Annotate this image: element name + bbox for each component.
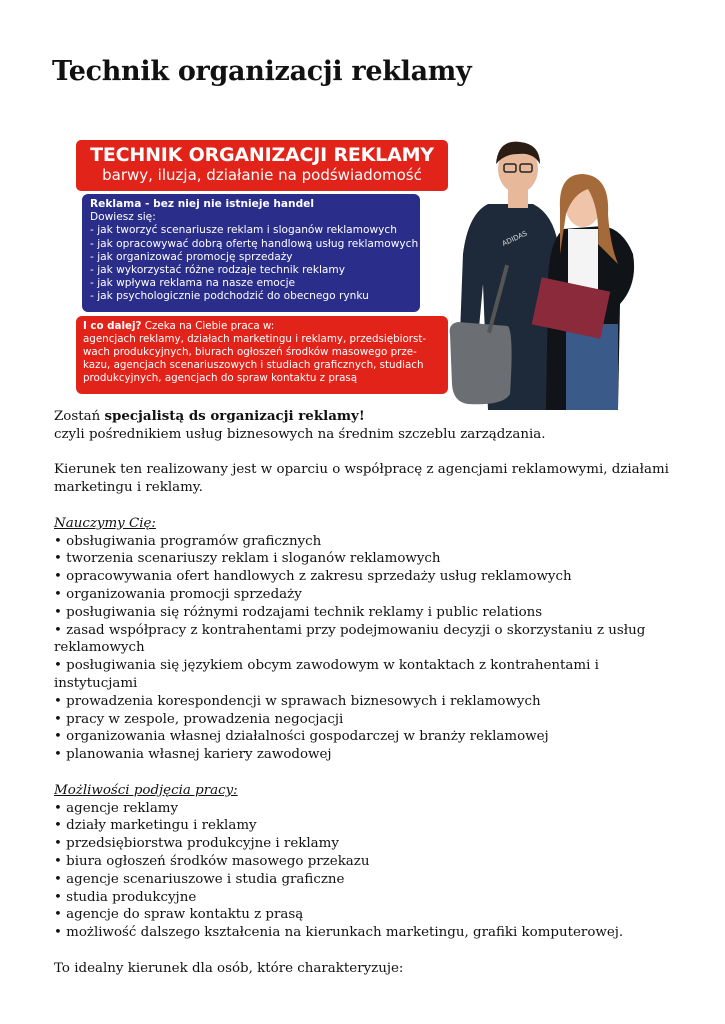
career-line: produkcyjnych, agencjach do spraw kontaktu z prasą — [83, 372, 358, 384]
intro-line2: czyli pośrednikiem usług biznesowych na średnim szczeblu zarządzania. — [54, 426, 546, 442]
list-item: • pracy w zespole, prowadzenia negocjacji — [54, 711, 674, 729]
intro-line1 — [54, 408, 674, 426]
jobs-heading: Możliwości podjęcia pracy: — [54, 782, 238, 798]
intro-prefix: Zostań — [54, 409, 105, 424]
closing-line: To idealny kierunek dla osób, które charakteryzuje: — [54, 960, 404, 976]
list-item: • biura ogłoszeń środków masowego przekazu — [54, 853, 674, 871]
list-item: • planowania własnej kariery zawodowej — [54, 746, 674, 764]
skills-item: - jak opracowywać dobrą ofertę handlową usług reklamowych — [90, 237, 419, 250]
career-line: agencjach reklamy, działach marketingu i reklamy, przedsiębiorst- — [83, 333, 427, 345]
intro-bold: specjalistą ds organizacji reklamy! — [104, 408, 365, 424]
skills-item: - jak organizować promocję sprzedaży — [90, 250, 293, 263]
list-item: • zasad współpracy z kontrahentami przy podejmowaniu decyzji o skorzystaniu z usług reklamowych — [54, 622, 674, 658]
svg-text:ADIDAS: ADIDAS — [500, 229, 529, 248]
skills-item: - jak wpływa reklama na nasze emocje — [90, 277, 296, 290]
students-photo — [448, 134, 646, 410]
list-item: • agencje scenariuszowe i studia graficzne — [54, 871, 674, 889]
list-item: • obsługiwania programów graficznych — [54, 533, 674, 551]
skills-item: - jak wykorzystać różne rodzaje technik reklamy — [90, 264, 345, 277]
learn-heading: Nauczymy Cię: — [54, 515, 156, 531]
promo-banner — [76, 134, 646, 410]
banner-header — [76, 140, 448, 191]
career-line: wach produkcyjnych, biurach ogłoszeń środków masowego prze- — [83, 346, 417, 358]
skills-item: - jak tworzyć scenariusze reklam i sloganów reklamowych — [90, 224, 397, 237]
page-title: Technik organizacji reklamy — [52, 56, 472, 87]
list-item: • prowadzenia korespondencji w sprawach biznesowych i reklamowych — [54, 693, 674, 711]
list-item: • studia produkcyjne — [54, 889, 674, 907]
list-item: • posługiwania się różnymi rodzajami technik reklamy i public relations — [54, 604, 674, 622]
list-item: • agencje reklamy — [54, 800, 674, 818]
career-line: kazu, agencjach scenariuszowych i studiach graficznych, studiach — [83, 359, 424, 371]
description-paragraph: Kierunek ten realizowany jest w oparciu o współpracę z agencjami reklamowymi, działami marketingu i reklamy. — [54, 462, 669, 496]
list-item: • agencje do spraw kontaktu z prasą — [54, 906, 674, 924]
banner-skills-box — [82, 194, 420, 312]
banner-subheadline: barwy, iluzja, działanie na podświadomość — [102, 166, 422, 184]
list-item: • możliwość dalszego kształcenia na kierunkach marketingu, grafiki komputerowej. — [54, 924, 674, 942]
list-item: • posługiwania się językiem obcym zawodowym w kontaktach z kontrahentami i instytucjami — [54, 657, 674, 693]
career-line: Czeka na Ciebie praca w: — [141, 320, 275, 332]
list-item: • opracowywania ofert handlowych z zakresu sprzedaży usług reklamowych — [54, 568, 674, 586]
list-item: • organizowania promocji sprzedaży — [54, 586, 674, 604]
list-item: • tworzenia scenariuszy reklam i sloganów reklamowych — [54, 550, 674, 568]
skills-item: - jak psychologicznie podchodzić do obecnego rynku — [90, 290, 369, 303]
career-label: I co dalej? — [83, 320, 142, 332]
list-item: • przedsiębiorstwa produkcyjne i reklamy — [54, 835, 674, 853]
skills-intro: Dowiesz się: — [90, 211, 156, 224]
banner-career-box — [76, 316, 448, 394]
banner-headline: TECHNIK ORGANIZACJI REKLAMY — [90, 144, 434, 166]
skills-heading: Reklama - bez niej nie istnieje handel — [90, 198, 314, 210]
list-item: • organizowania własnej działalności gospodarczej w branży reklamowej — [54, 728, 674, 746]
article-body — [54, 408, 674, 978]
list-item: • działy marketingu i reklamy — [54, 817, 674, 835]
